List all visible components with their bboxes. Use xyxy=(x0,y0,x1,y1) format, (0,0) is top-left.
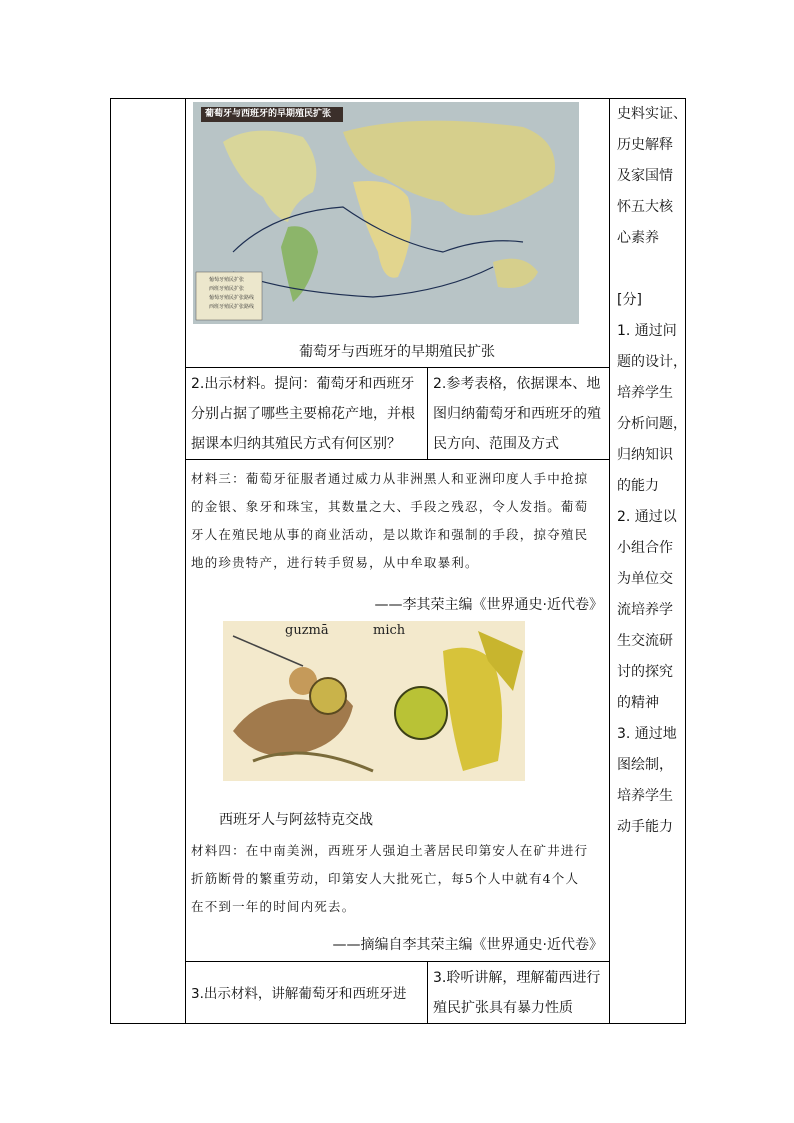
image-label-guzman: guzmā xyxy=(285,623,329,638)
material-four-source: ——摘编自李其荣主编《世界通史·近代卷》 xyxy=(332,937,603,953)
column-divider xyxy=(427,961,428,1023)
map-caption: 葡萄牙与西班牙的早期殖民扩张 xyxy=(299,344,495,360)
lesson-table xyxy=(110,98,686,1024)
row-divider xyxy=(185,459,609,460)
battle-illustration xyxy=(223,621,525,781)
teacher-activity-2: 2.出示材料。提问：葡萄牙和西班牙 分别占据了哪些主要棉花产地，并根 据课本归纳其殖民方式有何区别？ xyxy=(191,376,415,452)
material-three-source: ——李其荣主编《世界通史·近代卷》 xyxy=(374,597,603,613)
material-three: 材料三：葡萄牙征服者通过威力从非洲黑人和亚洲印度人手中抢掠 的金银、象牙和珠宝，其数量之大、手段之残忍，令人发指。葡萄 牙人在殖民地从事的商业活动，是以欺诈和强制的手段，掠夺殖民 地的珍贵特产，进行转手贸易，从中牟取暴利。 xyxy=(191,471,589,570)
column-divider xyxy=(427,367,428,459)
image-label-mich: mich xyxy=(373,623,406,638)
column-divider xyxy=(609,99,610,1023)
objectives-text: 史料实证、 历史解释 及家国情 怀五大核 心素养 [分] 1. 通过问 题的设计， 培养学生 分析问题， 归纳知识 的能力 2. 通过以 小组合作 为单位交 流培养学 生交流研 讨的探究 的精神 3. 通过地 图绘制， 培养学生 动手能力 xyxy=(617,106,687,835)
row-divider xyxy=(185,367,609,368)
student-activity-3: 3.聆听讲解，理解葡西进行 殖民扩张具有暴力性质 xyxy=(433,970,601,1016)
aztec-battle-image xyxy=(223,621,525,781)
row-divider xyxy=(185,961,609,962)
material-four: 材料四：在中南美洲，西班牙人强迫土著居民印第安人在矿井进行 折筋断骨的繁重劳动，印第安人大批死亡，每5个人中就有4个人 在不到一年的时间内死去。 xyxy=(191,843,589,914)
section-label: [分] xyxy=(617,292,642,308)
map-inset-title: 葡萄牙与西班牙的早期殖民扩张 xyxy=(205,109,332,119)
colonial-expansion-map xyxy=(193,102,579,324)
teacher-activity-3: 3.出示材料，讲解葡萄牙和西班牙进 xyxy=(191,986,407,1002)
student-activity-2: 2.参考表格，依据课本、地 图归纳葡萄牙和西班牙的殖 民方向、范围及方式 xyxy=(433,376,601,452)
column-divider xyxy=(185,99,186,1023)
map-legend: 葡萄牙殖民扩张 西班牙殖民扩张 葡萄牙殖民扩张路线 西班牙殖民扩张路线 xyxy=(209,277,255,310)
battle-caption: 西班牙人与阿兹特克交战 xyxy=(219,812,373,828)
